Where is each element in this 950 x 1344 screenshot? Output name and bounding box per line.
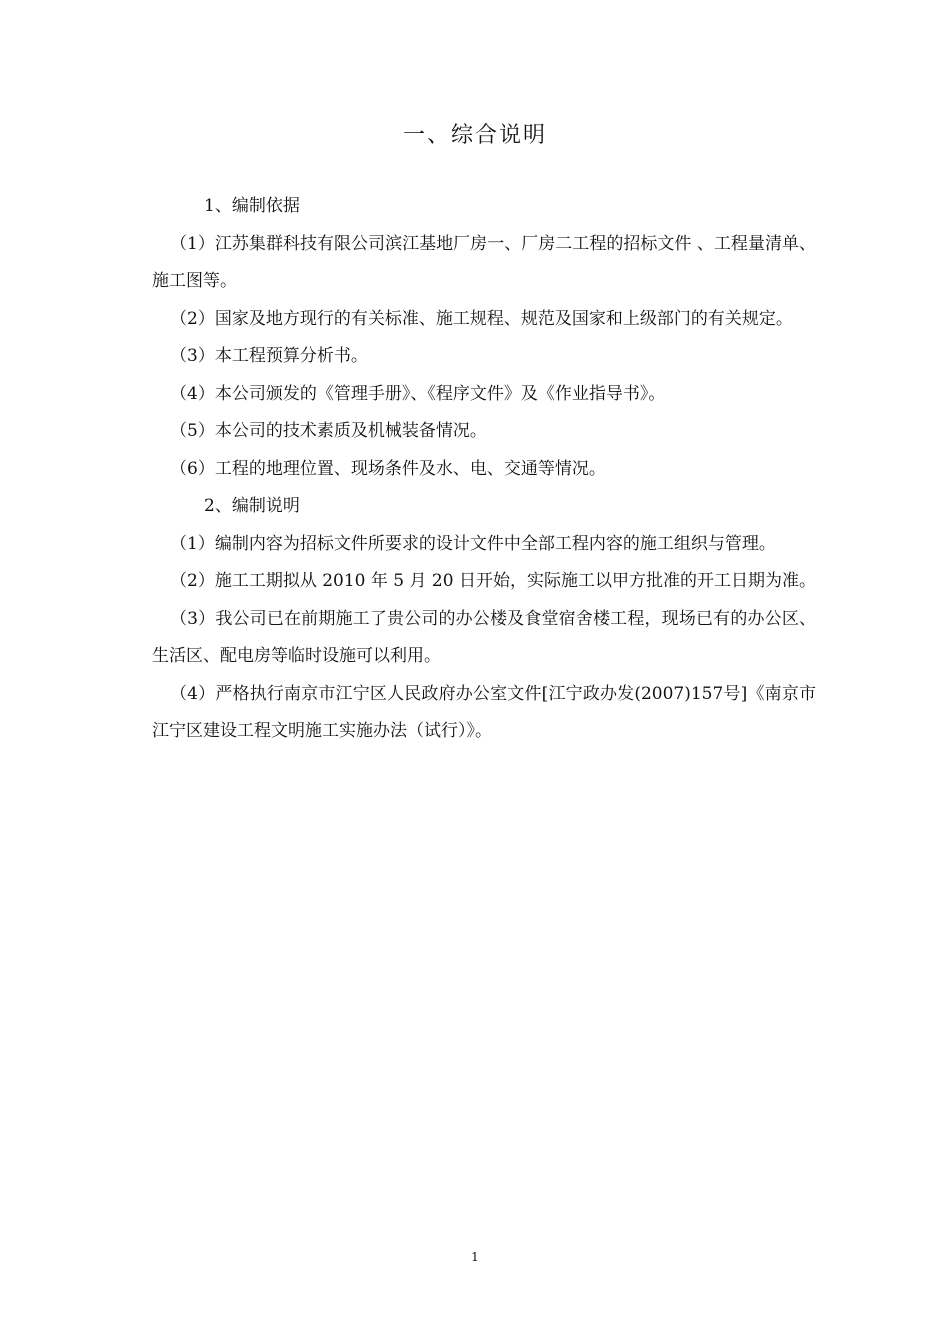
page-title: 一、综合说明	[402, 123, 547, 148]
basis-item-3: （3）本工程预算分析书。	[170, 346, 368, 366]
basis-item-4: （4）本公司颁发的《管理手册》、《程序文件》及《作业指导书》。	[170, 383, 666, 404]
section-heading-notes: 2、编制说明	[204, 496, 300, 516]
basis-item-5: （5）本公司的技术素质及机械装备情况。	[170, 421, 487, 441]
notes-item-3: （3）我公司已在前期施工了贵公司的办公楼及食堂宿舍楼工程，现场已有的办公区、生活区、配电房等临时设施可以利用。	[152, 608, 816, 666]
page-number: 1	[471, 1250, 479, 1264]
notes-item-2: （2）施工工期拟从 2010 年 5 月 20 日开始，实际施工以甲方批准的开工日期为准。	[170, 571, 816, 591]
basis-item-6: （6）工程的地理位置、现场条件及水、电、交通等情况。	[170, 458, 606, 479]
notes-item-4: （4）严格执行南京市江宁区人民政府办公室文件[江宁政办发(2007)157号]《南京市江宁区建设工程文明施工实施办法（试行）》。	[152, 683, 816, 741]
section-heading-basis: 1、编制依据	[204, 196, 300, 216]
document-body	[152, 188, 816, 751]
basis-item-1: （1）江苏集群科技有限公司滨江基地厂房一、厂房二工程的招标文件 、工程量清单、施工图等。	[152, 233, 816, 291]
basis-item-2: （2）国家及地方现行的有关标准、施工规程、规范及国家和上级部门的有关规定。	[170, 308, 793, 329]
notes-item-1: （1）编制内容为招标文件所要求的设计文件中全部工程内容的施工组织与管理。	[170, 533, 776, 554]
